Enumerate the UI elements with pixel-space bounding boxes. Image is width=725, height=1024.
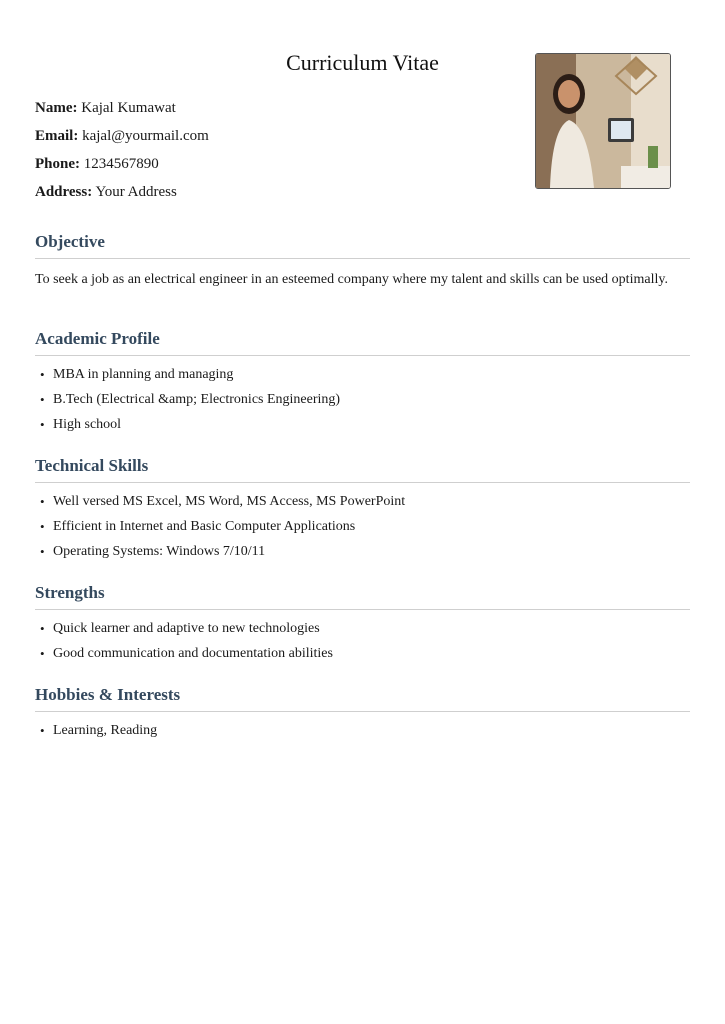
contact-address — [35, 181, 209, 209]
list-item: • Good communication and documentation abilities — [35, 645, 690, 670]
contact-value: 1234567890 — [83, 156, 159, 172]
list-item: • Quick learner and adaptive to new technologies — [35, 620, 690, 645]
contact-info — [35, 97, 209, 209]
list-item: • MBA in planning and managing — [35, 366, 690, 391]
hobbies-section — [35, 685, 690, 747]
page-title: Curriculum Vitae — [286, 50, 439, 75]
section-heading: Objective — [35, 232, 690, 259]
academic-section — [35, 329, 690, 441]
list-item: • Efficient in Internet and Basic Computer Applications — [35, 518, 690, 543]
list-item: • High school — [35, 416, 690, 441]
contact-phone — [35, 153, 209, 181]
strengths-section — [35, 583, 690, 670]
profile-photo — [535, 53, 671, 189]
contact-label: Address: — [35, 184, 93, 200]
objective-section — [35, 232, 690, 290]
objective-text: To seek a job as an electrical engineer in an esteemed company where my talent and skills can be used optimally. — [35, 272, 668, 287]
contact-value: Kajal Kumawat — [81, 100, 176, 116]
skills-section — [35, 456, 690, 568]
section-heading: Strengths — [35, 583, 690, 610]
contact-name — [35, 97, 209, 125]
list-item: • Operating Systems: Windows 7/10/11 — [35, 543, 690, 568]
section-heading: Academic Profile — [35, 329, 690, 356]
profile-photo-illustration — [536, 54, 670, 188]
contact-value: kajal@yourmail.com — [82, 128, 209, 144]
section-heading: Technical Skills — [35, 456, 690, 483]
contact-label: Phone: — [35, 156, 80, 172]
contact-value: Your Address — [95, 184, 177, 200]
contact-label: Name: — [35, 100, 78, 116]
contact-label: Email: — [35, 128, 79, 144]
contact-email — [35, 125, 209, 153]
list-item: • Well versed MS Excel, MS Word, MS Access, MS PowerPoint — [35, 493, 690, 518]
section-heading: Hobbies & Interests — [35, 685, 690, 712]
list-item: • Learning, Reading — [35, 722, 690, 747]
list-item: • B.Tech (Electrical &amp; Electronics Engineering) — [35, 391, 690, 416]
